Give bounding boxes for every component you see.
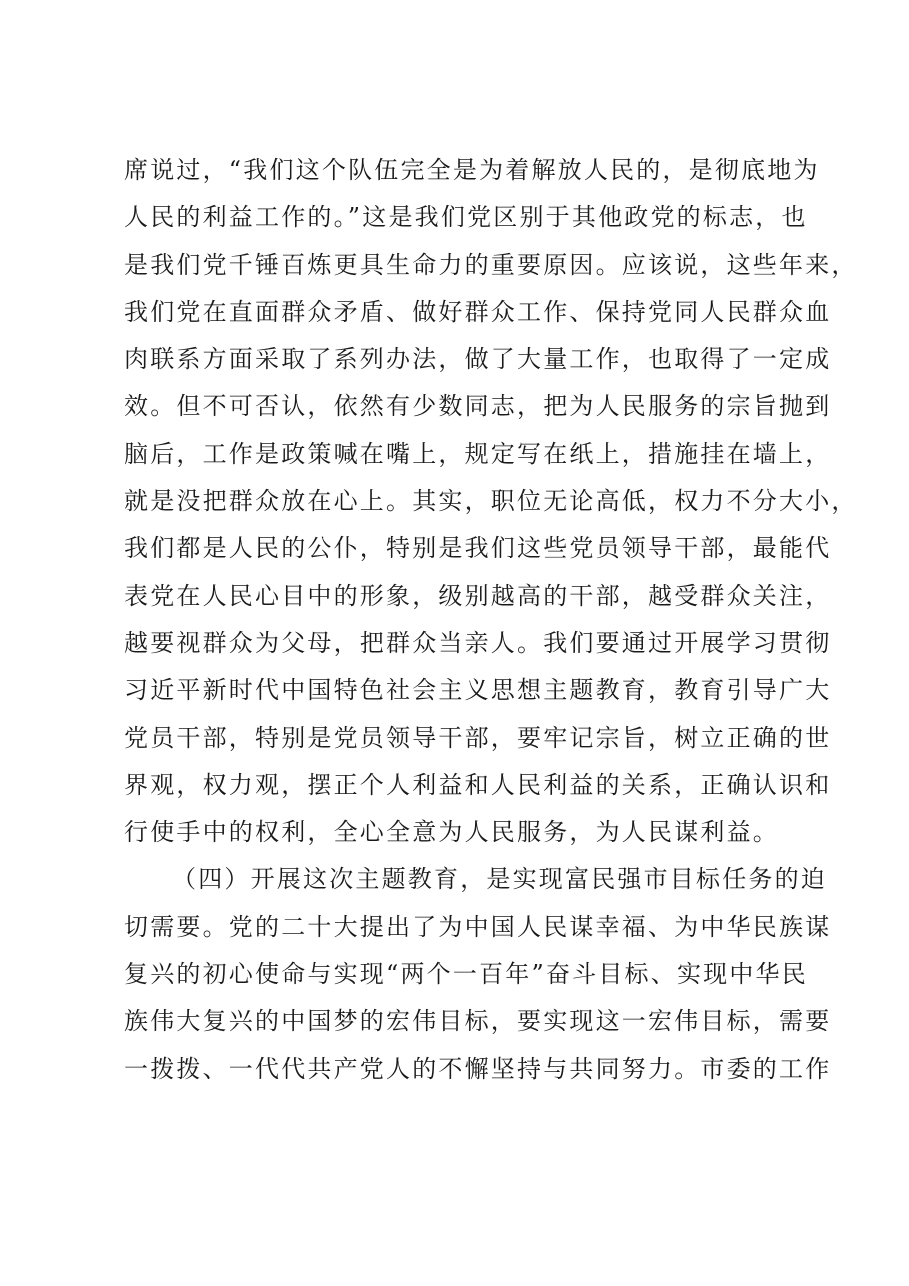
text-line: 席说过，“我们这个队伍完全是为着解放人民的，是彻底地为 <box>124 156 820 184</box>
text-line: 脑后，工作是政策喊在嘴上，规定写在纸上，措施挂在墙上， <box>124 439 832 468</box>
paragraph-first-line: （四）开展这次主题教育，是实现富民强市目标任务的迫 <box>172 865 827 894</box>
text-line: 肉联系方面采取了系列办法，做了大量工作，也取得了一定成 <box>124 345 832 374</box>
text-line: 一拨拨、一代代共产党人的不懈坚持与共同努力。市委的工作 <box>124 1054 832 1083</box>
text-line: 我们党在直面群众矛盾、做好群众工作、保持党同人民群众血 <box>124 297 832 326</box>
text-line: 复兴的初心使命与实现“两个一百年”奋斗目标、实现中华民 <box>124 960 808 989</box>
text-line: 就是没把群众放在心上。其实，职位无论高低，权力不分大小， <box>124 487 858 516</box>
text-line: 党员干部，特别是党员领导干部，要牢记宗旨，树立正确的世 <box>124 723 832 752</box>
text-line: 是我们党千锤百炼更具生命力的重要原因。应该说，这些年来， <box>124 250 858 279</box>
text-line: 我们都是人民的公仆，特别是我们这些党员领导干部，最能代 <box>124 534 832 563</box>
text-line: 效。但不可否认，依然有少数同志，把为人民服务的宗旨抛到 <box>124 392 832 421</box>
text-line: 习近平新时代中国特色社会主义思想主题教育，教育引导广大 <box>124 676 832 705</box>
text-line: 族伟大复兴的中国梦的宏伟目标，要实现这一宏伟目标，需要 <box>124 1007 832 1036</box>
text-line: 表党在人民心目中的形象，级别越高的干部，越受群众关注， <box>124 581 832 610</box>
text-line: 越要视群众为父母，把群众当亲人。我们要通过开展学习贯彻 <box>124 628 832 657</box>
text-line: 切需要。党的二十大提出了为中国人民谋幸福、为中华民族谋 <box>124 912 832 941</box>
text-line: 人民的利益工作的。”这是我们党区别于其他政党的标志，也 <box>124 203 808 232</box>
text-line: 行使手中的权利，全心全意为人民服务，为人民谋利益。 <box>124 818 779 847</box>
document-body-text <box>124 147 858 1093</box>
text-line: 界观，权力观，摆正个人利益和人民利益的关系，正确认识和 <box>124 770 832 799</box>
